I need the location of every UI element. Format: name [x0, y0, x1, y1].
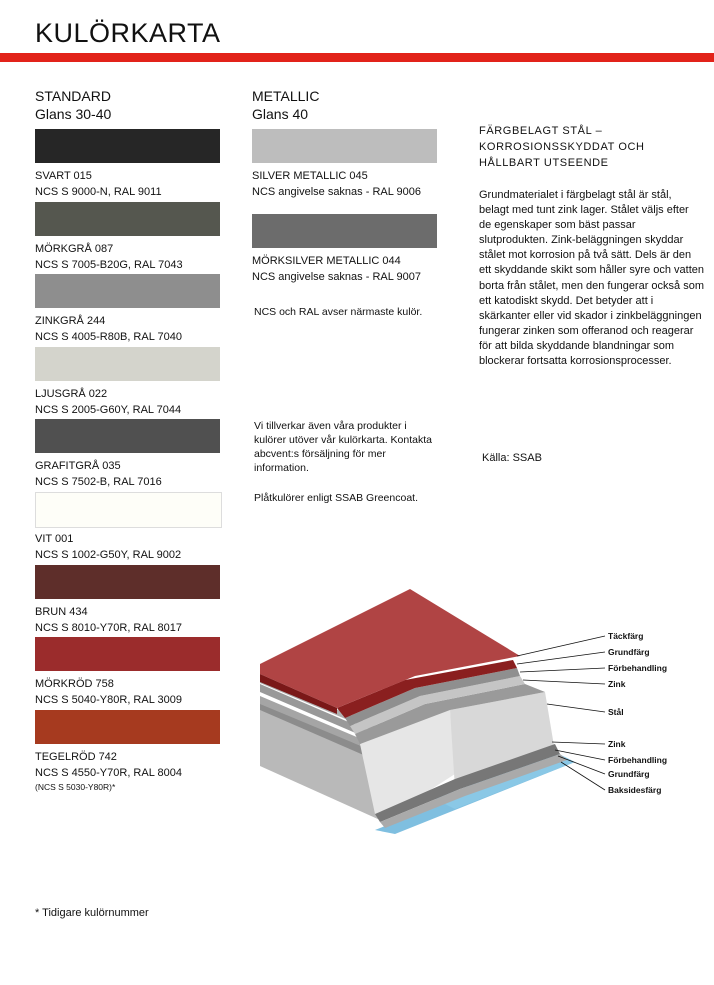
color-name: MÖRKGRÅ 087	[35, 243, 114, 255]
standard-color-label	[35, 531, 181, 563]
coated-steel-layer-diagram	[255, 584, 695, 844]
color-name: SILVER METALLIC 045	[252, 170, 368, 182]
metallic-color-label	[252, 168, 421, 200]
metallic-swatch	[252, 214, 437, 248]
footnote: * Tidigare kulörnummer	[35, 907, 149, 919]
note-closest-color: NCS och RAL avser närmaste kulör.	[254, 306, 423, 318]
standard-color-label	[35, 458, 162, 490]
label-grundfarg-bottom: Grundfärg	[608, 769, 650, 779]
standard-swatch	[35, 129, 220, 163]
color-code: NCS S 7005-B20G, RAL 7043	[35, 259, 183, 271]
color-code: NCS S 2005-G60Y, RAL 7044	[35, 404, 182, 416]
color-name: ZINKGRÅ 244	[35, 315, 106, 327]
label-baksidesfarg: Baksidesfärg	[608, 785, 662, 795]
standard-gloss: Glans 30-40	[35, 106, 112, 122]
label-forbehandling-bottom: Förbehandling	[608, 755, 668, 765]
color-code: NCS angivelse saknas - RAL 9007	[252, 271, 421, 283]
label-tackfarg: Täckfärg	[608, 631, 644, 641]
metallic-title: METALLIC	[252, 88, 320, 104]
color-name: MÖRKSILVER METALLIC 044	[252, 255, 401, 267]
info-heading: FÄRGBELAGT STÅL – KORROSIONSSKYDDAT OCH HÅLLBART UTSEENDE	[479, 125, 645, 169]
standard-swatch	[35, 637, 220, 671]
page-title: KULÖRKARTA	[35, 18, 221, 48]
color-name: VIT 001	[35, 533, 74, 545]
diagram-labels	[608, 631, 667, 795]
standard-swatch	[35, 710, 220, 744]
label-grundfarg-top: Grundfärg	[608, 647, 650, 657]
label-forbehandling-top: Förbehandling	[608, 663, 668, 673]
color-code: NCS S 7502-B, RAL 7016	[35, 476, 162, 488]
standard-color-label	[35, 676, 182, 708]
color-name: GRAFITGRÅ 035	[35, 460, 121, 472]
metallic-swatch	[252, 129, 437, 163]
metallic-heading	[252, 87, 319, 123]
standard-swatch	[35, 347, 220, 381]
info-body: Grundmaterialet i färgbelagt stål är stål, belagt med tunt zink lager. Stålet väljs efter de egenskaper som bäst passar slutprodukten. Zink-beläggningen skyddar stålet mot korrosion på två sätt. Dels är den ett skyddande skikt som håller syre och vatten borta från stålet, men den fungerar också som ett katodiskt skydd. Det betyder att i skärkanter eller vid skador i zinkbeläggningen fungerar zinken som offeranod och reagerar för att bilda skyddande blandningar som blockerar fortsatta korrosionsprocesser.	[479, 189, 705, 368]
metallic-color-label	[252, 253, 421, 285]
note-extra-colors: Vi tillverkar även våra produkter i kulörer utöver vår kulörkarta. Kontakta abcvent:s försäljning för mer information.	[254, 420, 432, 474]
standard-color-label	[35, 749, 182, 793]
color-code: NCS angivelse saknas - RAL 9006	[252, 186, 421, 198]
standard-swatch	[35, 419, 220, 453]
label-zink-bottom: Zink	[608, 739, 626, 749]
color-name: BRUN 434	[35, 606, 88, 618]
metallic-gloss: Glans 40	[252, 106, 309, 122]
standard-swatch	[35, 565, 220, 599]
standard-swatch	[35, 274, 220, 308]
standard-swatch	[35, 202, 220, 236]
standard-swatch	[35, 492, 222, 528]
color-code: NCS S 5040-Y80R, RAL 3009	[35, 694, 182, 706]
standard-heading	[35, 87, 111, 123]
color-code: NCS S 4005-R80B, RAL 7040	[35, 331, 182, 343]
color-code: NCS S 4550-Y70R, RAL 8004	[35, 767, 182, 779]
color-code: NCS S 1002-G50Y, RAL 9002	[35, 549, 182, 561]
info-source: Källa: SSAB	[482, 452, 542, 464]
former-color-number: (NCS S 5030-Y80R)*	[35, 782, 116, 792]
label-stal: Stål	[608, 707, 624, 717]
color-name: MÖRKRÖD 758	[35, 678, 114, 690]
standard-color-label	[35, 168, 162, 200]
header-red-bar	[0, 53, 714, 62]
label-zink-top: Zink	[608, 679, 626, 689]
color-name: LJUSGRÅ 022	[35, 388, 108, 400]
color-name: TEGELRÖD 742	[35, 751, 117, 763]
standard-color-label	[35, 386, 181, 418]
standard-title: STANDARD	[35, 88, 111, 104]
note-greencoat: Plåtkulörer enligt SSAB Greencoat.	[254, 492, 419, 504]
color-code: NCS S 9000-N, RAL 9011	[35, 186, 162, 198]
color-code: NCS S 8010-Y70R, RAL 8017	[35, 622, 182, 634]
color-name: SVART 015	[35, 170, 92, 182]
